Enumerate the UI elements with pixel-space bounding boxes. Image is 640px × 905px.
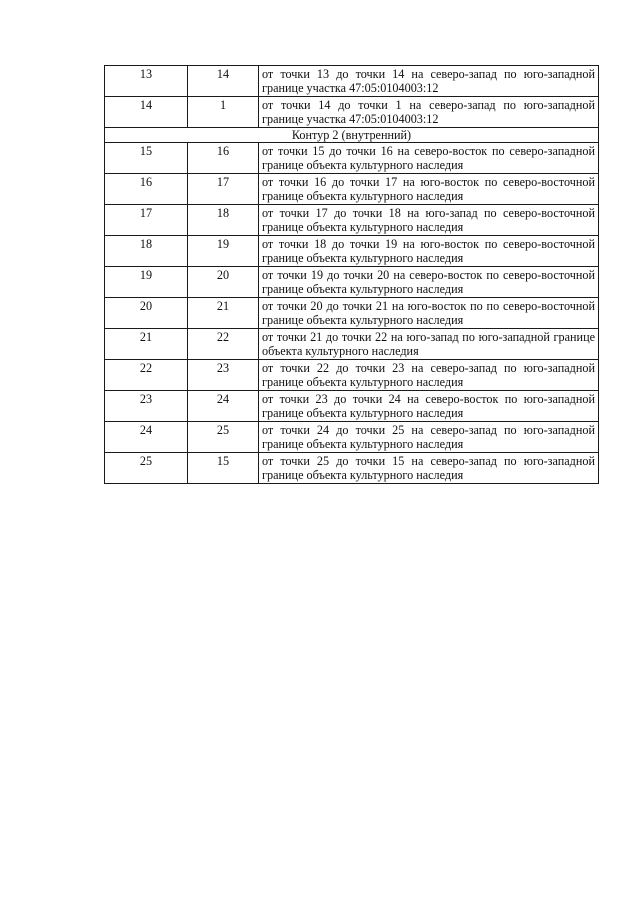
point-from-cell: 16 <box>105 174 188 205</box>
point-from-cell: 18 <box>105 236 188 267</box>
section-title: Контур 2 (внутренний) <box>105 128 599 143</box>
table-row <box>105 298 599 329</box>
table-row <box>105 391 599 422</box>
point-to-cell: 15 <box>188 453 259 484</box>
segment-description-cell: от точки 14 до точки 1 на северо-запад по юго-западной границе участка 47:05:0104003:12 <box>259 97 599 128</box>
point-from-cell: 15 <box>105 143 188 174</box>
point-to-cell: 1 <box>188 97 259 128</box>
segment-description-cell: от точки 19 до точки 20 на северо-восток по северо-восточной границе объекта культурного наследия <box>259 267 599 298</box>
point-to-cell: 19 <box>188 236 259 267</box>
table-row <box>105 66 599 97</box>
point-to-cell: 22 <box>188 329 259 360</box>
point-to-cell: 23 <box>188 360 259 391</box>
point-to-cell: 25 <box>188 422 259 453</box>
table-row <box>105 360 599 391</box>
table-row <box>105 453 599 484</box>
segment-description-cell: от точки 20 до точки 21 на юго-восток по по северо-восточной границе объекта культурного наследия <box>259 298 599 329</box>
table-row <box>105 205 599 236</box>
segment-description-cell: от точки 15 до точки 16 на северо-восток по северо-западной границе объекта культурного наследия <box>259 143 599 174</box>
segment-description-cell: от точки 16 до точки 17 на юго-восток по северо-восточной границе объекта культурного наследия <box>259 174 599 205</box>
point-from-cell: 13 <box>105 66 188 97</box>
section-header-row <box>105 128 599 143</box>
segment-description-cell: от точки 25 до точки 15 на северо-запад по юго-западной границе объекта культурного наследия <box>259 453 599 484</box>
point-from-cell: 21 <box>105 329 188 360</box>
point-from-cell: 22 <box>105 360 188 391</box>
point-to-cell: 17 <box>188 174 259 205</box>
segment-description-cell: от точки 23 до точки 24 на северо-восток по юго-западной границе объекта культурного наследия <box>259 391 599 422</box>
point-from-cell: 23 <box>105 391 188 422</box>
segment-description-cell: от точки 13 до точки 14 на северо-запад по юго-западной границе участка 47:05:0104003:12 <box>259 66 599 97</box>
point-to-cell: 21 <box>188 298 259 329</box>
point-from-cell: 17 <box>105 205 188 236</box>
point-to-cell: 14 <box>188 66 259 97</box>
point-from-cell: 19 <box>105 267 188 298</box>
table-row <box>105 422 599 453</box>
table-row <box>105 236 599 267</box>
point-to-cell: 16 <box>188 143 259 174</box>
table-row <box>105 174 599 205</box>
table-row <box>105 267 599 298</box>
point-from-cell: 24 <box>105 422 188 453</box>
point-from-cell: 14 <box>105 97 188 128</box>
segment-description-cell: от точки 17 до точки 18 на юго-запад по северо-восточной границе объекта культурного наследия <box>259 205 599 236</box>
segment-description-cell: от точки 24 до точки 25 на северо-запад по юго-западной границе объекта культурного наследия <box>259 422 599 453</box>
segment-description-cell: от точки 18 до точки 19 на юго-восток по северо-восточной границе объекта культурного наследия <box>259 236 599 267</box>
segment-description-cell: от точки 21 до точки 22 на юго-запад по юго-западной границе объекта культурного наследия <box>259 329 599 360</box>
table-row <box>105 143 599 174</box>
table-row <box>105 97 599 128</box>
segment-description-cell: от точки 22 до точки 23 на северо-запад по юго-западной границе объекта культурного наследия <box>259 360 599 391</box>
point-from-cell: 25 <box>105 453 188 484</box>
table-row <box>105 329 599 360</box>
point-to-cell: 20 <box>188 267 259 298</box>
point-from-cell: 20 <box>105 298 188 329</box>
boundary-description-table <box>104 65 599 484</box>
point-to-cell: 24 <box>188 391 259 422</box>
point-to-cell: 18 <box>188 205 259 236</box>
